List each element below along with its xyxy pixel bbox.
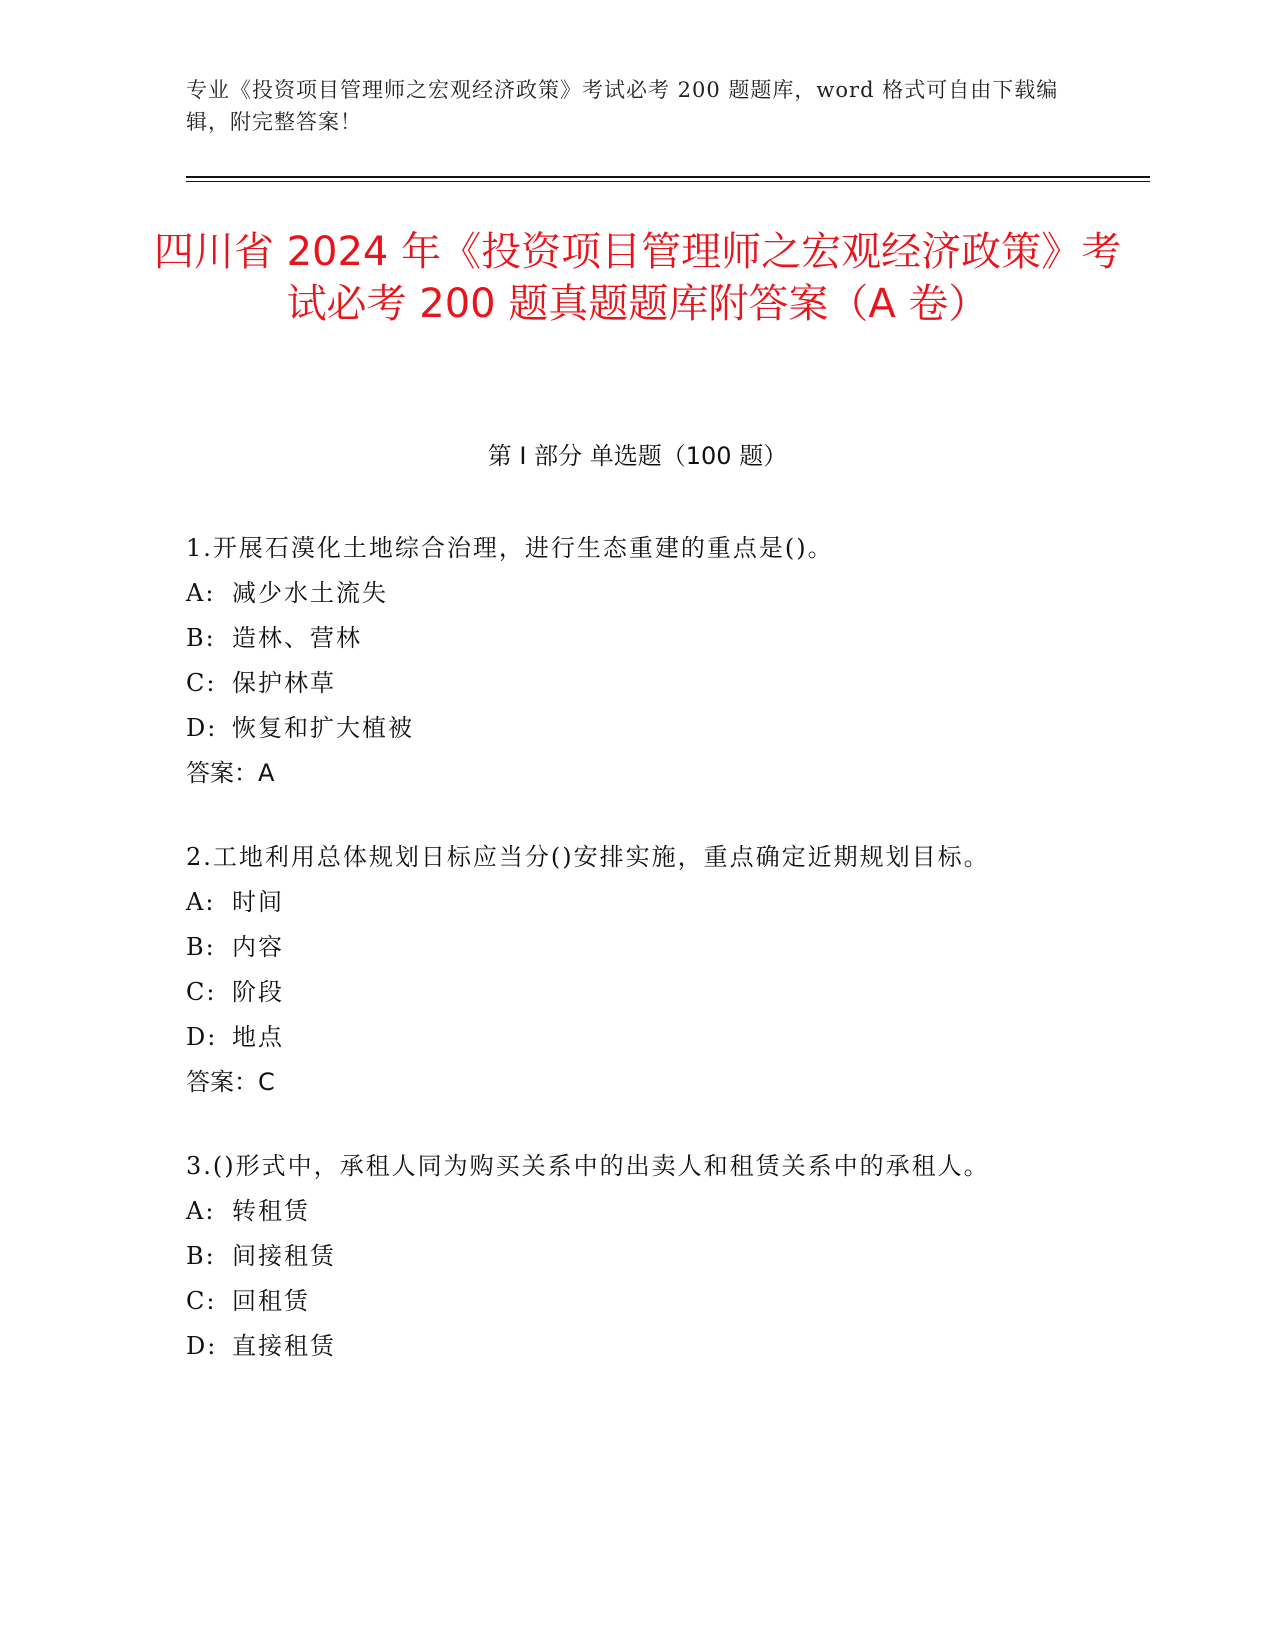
question-stem: 2.工地利用总体规划日标应当分()安排实施，重点确定近期规划目标。 xyxy=(186,843,990,871)
option-letter: C: xyxy=(186,1287,217,1315)
option-a xyxy=(186,1189,1066,1234)
option-b xyxy=(186,616,1066,661)
answer: 答案：C xyxy=(186,1068,275,1096)
option-letter: C: xyxy=(186,669,217,697)
question-2 xyxy=(186,834,1066,1105)
question-3 xyxy=(186,1143,1066,1369)
option-text: 恢复和扩大植被 xyxy=(232,714,414,742)
question-stem: 3.()形式中，承租人同为购买关系中的出卖人和租赁关系中的承租人。 xyxy=(186,1152,990,1180)
option-text: 转租赁 xyxy=(232,1197,310,1225)
option-letter: D: xyxy=(186,1023,218,1051)
option-text: 回租赁 xyxy=(232,1287,310,1315)
section-heading: 第 I 部分 单选题（100 题） xyxy=(487,442,788,470)
header-rule-thin xyxy=(186,181,1150,182)
option-letter: C: xyxy=(186,978,217,1006)
option-text: 地点 xyxy=(232,1023,284,1051)
option-b xyxy=(186,925,1066,970)
header-rule-thick xyxy=(186,176,1150,178)
option-d xyxy=(186,1324,1066,1369)
option-text: 时间 xyxy=(232,888,284,916)
option-b xyxy=(186,1234,1066,1279)
document-title: 四川省 2024 年《投资项目管理师之宏观经济政策》考试必考 200 题真题题库附答案（A 卷） xyxy=(153,229,1122,327)
option-d xyxy=(186,706,1066,751)
option-letter: B: xyxy=(186,624,216,652)
option-letter: B: xyxy=(186,1242,216,1270)
option-letter: A: xyxy=(186,1197,216,1225)
option-text: 内容 xyxy=(232,933,284,961)
option-letter: D: xyxy=(186,714,218,742)
question-stem: 1.开展石漠化土地综合治理，进行生态重建的重点是()。 xyxy=(186,534,834,562)
option-letter: D: xyxy=(186,1332,218,1360)
option-letter: B: xyxy=(186,933,216,961)
question-1 xyxy=(186,525,1066,796)
option-text: 间接租赁 xyxy=(232,1242,336,1270)
option-c xyxy=(186,1279,1066,1324)
option-c xyxy=(186,661,1066,706)
option-a xyxy=(186,880,1066,925)
option-text: 保护林草 xyxy=(232,669,336,697)
option-text: 直接租赁 xyxy=(232,1332,336,1360)
answer: 答案：A xyxy=(186,759,275,787)
option-text: 减少水土流失 xyxy=(232,579,388,607)
option-d xyxy=(186,1015,1066,1060)
question-list xyxy=(186,525,1066,1407)
option-text: 阶段 xyxy=(232,978,284,1006)
header-note: 专业《投资项目管理师之宏观经济政策》考试必考 200 题题库，word 格式可自由下载编辑，附完整答案！ xyxy=(186,78,1059,134)
option-c xyxy=(186,970,1066,1015)
option-letter: A: xyxy=(186,888,216,916)
option-letter: A: xyxy=(186,579,216,607)
option-text: 造林、营林 xyxy=(232,624,362,652)
option-a xyxy=(186,571,1066,616)
